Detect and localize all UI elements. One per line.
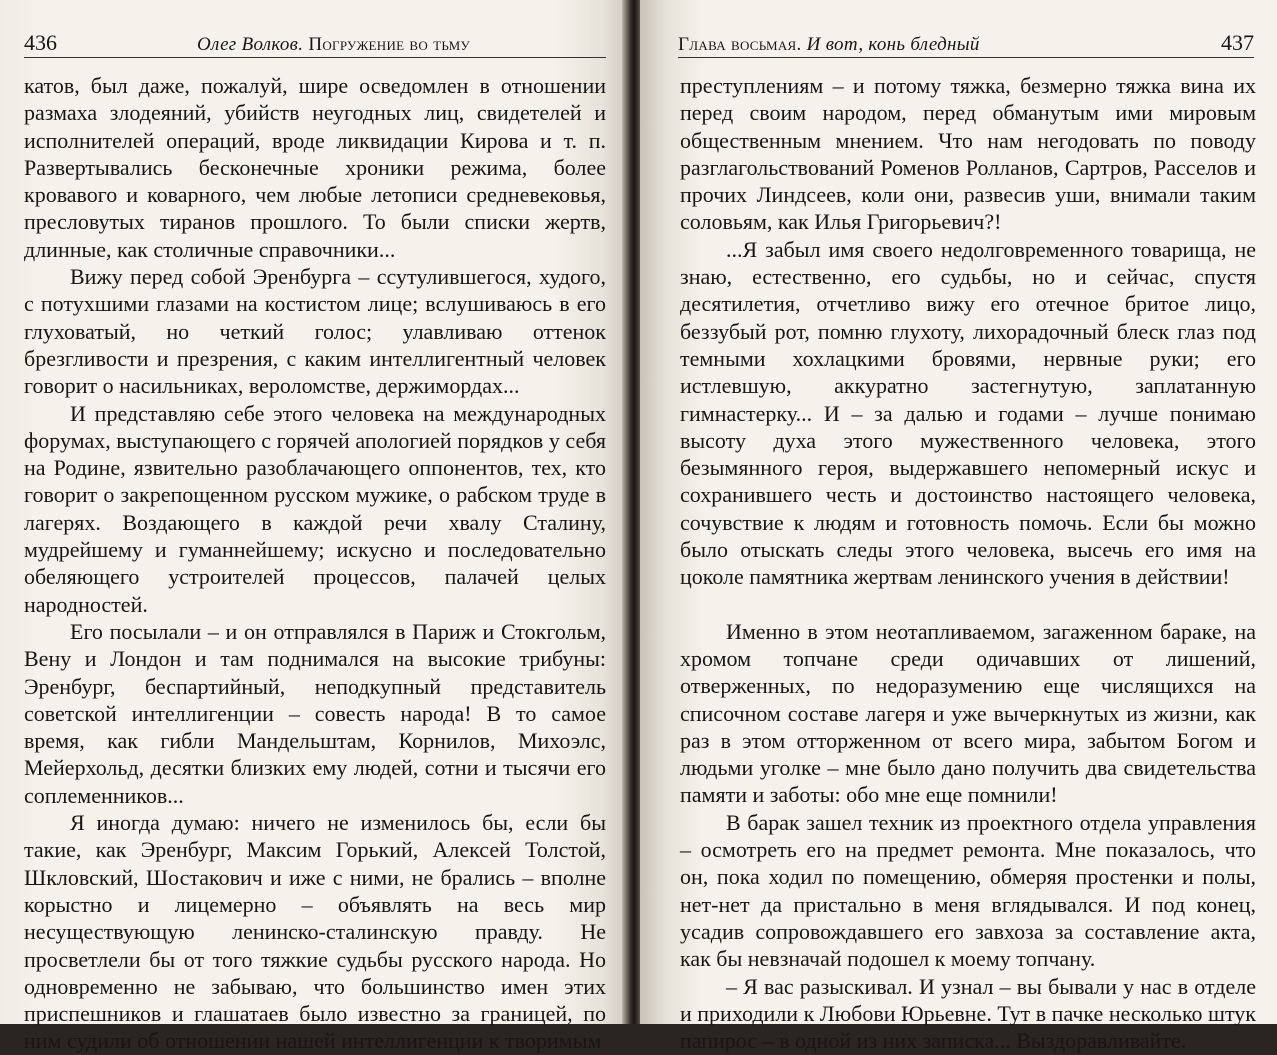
left-running-header [24, 30, 606, 58]
paragraph: ...Я забыл имя своего недолговременного товарища, не знаю, естественно, его судьбы, но и сейчас, спустя десятилетия, отчетливо вижу его отечное бритое лицо, беззубый рот, помню глухоту, лихорадочный блеск глаз под темными хохлацкими бровями, нервные руки; его истлевшую, аккуратно застегнутую, заплатанную гимнастерку... И – за далью и годами – лучше понимаю высоту духа этого мужественного человека, этого безымянного героя, выдержавшего непомерный искус и сохранившего честь и достоинство настоящего человека, сочувствие к людям и готовность помочь. Если бы можно было отыскать следы этого человека, высечь его имя на цоколе памятника жертвам ленинского учения в действии! [680, 236, 1256, 590]
paragraph: В барак зашел техник из проектного отдела управления – осмотреть его на предмет ремонта. Мне показалось, что он, пока ходил по помещению, обмеряя простенки и полы, нет-нет да пристально в меня вглядывался. И под конец, усадив сопровождавшего его завхоза за составление акта, как бы невзначай подошел к моему топчану. [680, 809, 1256, 972]
paragraph: И представляю себе этого человека на международных форумах, выступающего с горячей апологией порядков у себя на Родине, язвительно разоблачающего оппонентов, тех, кто говорит о закрепощенном русском мужике, о рабском труде в лагерях. Воздающего в каждой речи хвалу Сталину, мудрейшему и гуманнейшему; искусно и последовательно обеляющего устроителей процессов, палачей целых народностей. [24, 400, 606, 617]
paragraph: – Я вас разыскивал. И узнал – вы бывали у нас в отделе и приходили к Любови Юрьевне. Тут в пачке несколько штук папирос – в одной из них записка... Выздоравливайте. [680, 973, 1256, 1054]
right-page-number: 437 [1221, 30, 1254, 55]
paragraph: Именно в этом неотапливаемом, загаженном бараке, на хромом топчане среди одичавших от лишений, отверженных, по недоразумению еще числящихся на списочном составе лагеря и уже вычеркнутых из жизни, как раз в этом отторженном от всего мира, забытом Богом и людьми уголке – мне было дано получить два свидетельства памяти и заботы: обо мне еще помнили! [680, 618, 1256, 808]
running-book-title: Погружение во тьму [308, 34, 470, 55]
paragraph: Его посылали – и он отправлялся в Париж и Стокгольм, Вену и Лондон и там поднимался на высокие трибуны: Эренбург, беспартийный, неподкупный представитель советской интеллигенции – совесть народа! В то самое время, как гибли Мандельштам, Корнилов, Михоэлс, Мейерхольд, десятки близких ему людей, сотни и тысячи его соплеменников... [24, 618, 606, 808]
left-body-text [24, 72, 606, 1055]
paragraph: Я иногда думаю: ничего не изменилось бы, если бы такие, как Эренбург, Максим Горький, Алексей Толстой, Шкловский, Шостакович и иже с ними, не брались – вполне корыстно и лицемерно – объявлять на весь мир несуществующую ленинско-сталинскую правду. Не просветлели бы от того тяжкие судьбы русского народа. Но одновременно не забываю, что большинство имен этих приспешников и глашатаев было известно за границей, по ним судили об отношении нашей интеллигенции к творимым [24, 810, 606, 1054]
running-chapter-title: И вот, конь бледный [806, 34, 980, 55]
right-body-text [680, 72, 1256, 1054]
running-author: Олег Волков. [197, 34, 304, 55]
running-chapter: Глава восьмая. [678, 34, 802, 55]
right-page [640, 0, 1277, 1054]
right-running-title [678, 34, 980, 56]
left-running-title [197, 34, 470, 56]
left-page [0, 0, 628, 1054]
right-running-header [678, 30, 1254, 58]
left-page-number: 436 [24, 30, 57, 55]
paragraph: катов, был даже, пожалуй, шире осведомлен в отношении размаха злодеяний, убийств неугодных лиц, свидетелей и исполнителей операций, вроде ликвидации Кирова и т. п. Развертывались бесконечные хроники режима, более кровавого и коварного, чем любые летописи средневековья, пресловутых тиранов прошлого. То были списки жертв, длинные, как столичные справочники... [24, 73, 606, 262]
paragraph: преступлениям – и потому тяжка, безмерно тяжка вина их перед своим народом, перед обманутым ими мировым общественным мнением. Что нам негодовать по поводу разглагольствований Роменов Ролланов, Сартров, Расселов и прочих Линдсеев, коли они, развесив уши, внимали таким соловьям, как Илья Григорьевич?! [680, 73, 1256, 235]
paragraph: Вижу перед собой Эренбурга – ссутулившегося, худого, с потухшими глазами на костистом лице; вслушиваюсь в его глуховатый, но четкий голос; улавливаю оттенок брезгливости и презрения, с каким интеллигентный человек говорит о насильниках, вероломстве, держимордах... [24, 264, 606, 399]
